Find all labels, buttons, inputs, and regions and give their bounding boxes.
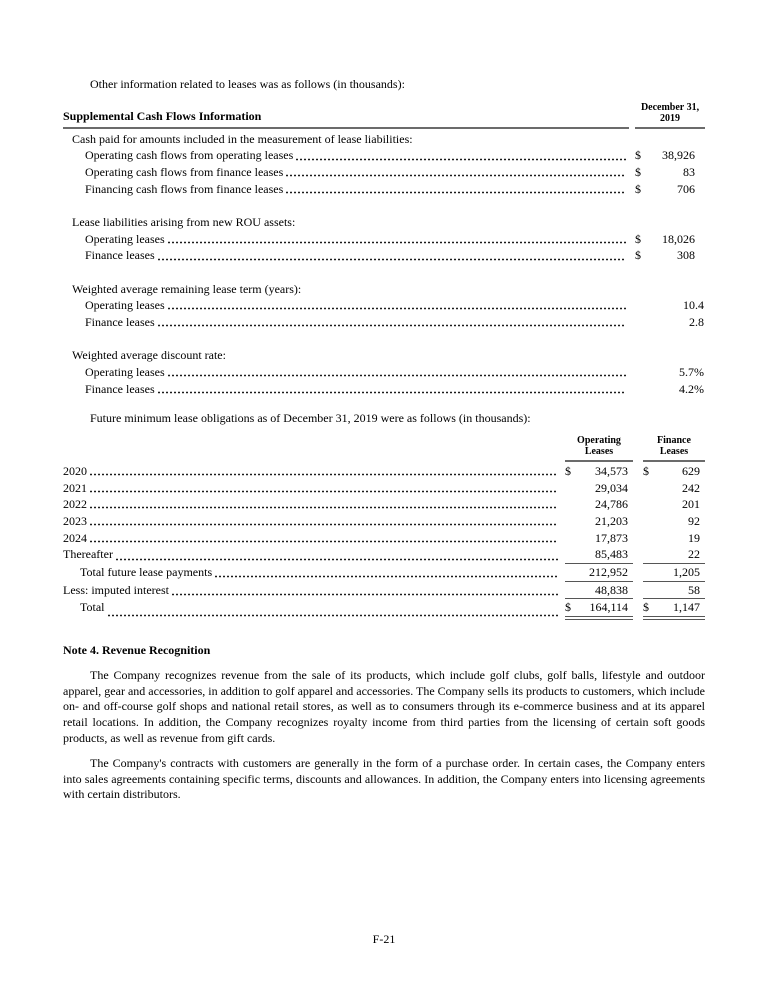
currency-symbol: $ — [643, 463, 649, 478]
finance-value: $ 1,147 — [643, 599, 705, 620]
row-value: 4.2% — [679, 381, 704, 396]
dot-leader — [89, 530, 558, 547]
table-row — [63, 496, 705, 513]
row-value: $ 308 — [635, 248, 695, 263]
row-value: 5.7% — [679, 364, 704, 379]
table-row — [63, 231, 705, 248]
table-row-imputed-interest — [63, 582, 705, 600]
dot-leader — [295, 147, 626, 164]
dot-leader — [89, 513, 558, 530]
section-lease-liabilities-rou — [63, 214, 705, 264]
row-label: 2020 — [63, 463, 87, 478]
dot-leader — [107, 599, 559, 620]
row-label: Less: imputed interest — [63, 582, 169, 597]
finance-value: 19 — [688, 530, 700, 545]
row-label: 2023 — [63, 513, 87, 528]
dot-leader — [89, 480, 558, 497]
row-label: 2022 — [63, 497, 87, 512]
currency-symbol: $ — [565, 600, 571, 615]
table-row — [63, 381, 705, 398]
section-cash-paid — [63, 131, 705, 198]
finance-value: 1,205 — [643, 564, 705, 582]
currency-symbol: $ — [635, 148, 641, 163]
section-heading: Weighted average remaining lease term (years): — [72, 281, 302, 296]
operating-value: 85,483 — [565, 546, 633, 564]
table-row — [63, 147, 705, 164]
currency-symbol: $ — [635, 231, 641, 246]
operating-value: $ 34,573 — [565, 463, 628, 478]
currency-symbol: $ — [635, 165, 641, 179]
section-heading: Lease liabilities arising from new ROU assets: — [72, 214, 296, 229]
row-label: Thereafter — [63, 547, 113, 562]
table-row — [63, 513, 705, 530]
table-row-total — [63, 599, 705, 620]
row-value: 10.4 — [683, 298, 704, 313]
finance-value: 242 — [682, 480, 700, 495]
table-row-total-future-payments — [63, 564, 705, 582]
section-weighted-average-term — [63, 281, 705, 331]
dot-leader — [167, 364, 626, 381]
dot-leader — [214, 564, 558, 582]
finance-value: $ 629 — [643, 463, 700, 478]
dot-leader — [157, 381, 626, 398]
operating-value: 48,838 — [565, 582, 633, 600]
lease-obligations-table — [63, 435, 705, 620]
row-label: Finance leases — [85, 248, 155, 263]
table-row — [63, 247, 705, 264]
row-label: Finance leases — [85, 314, 155, 329]
table-row — [63, 181, 705, 198]
finance-value: 201 — [682, 497, 700, 512]
finance-value: 92 — [688, 513, 700, 528]
dot-leader — [115, 546, 558, 564]
dot-leader — [285, 181, 626, 198]
row-label: 2021 — [63, 480, 87, 495]
note4-paragraph-1: The Company recognizes revenue from the sale of its products, which include golf clubs, golf balls, lifestyle and outdoor apparel, gear and accessories, in addition to golf apparel and accessories. The Company sells its products to customers, which include on- and off-course golf shops and national retail stores, as well as to consumers through its e-commerce business and at its apparel retail locations. In addition, the Company recognizes royalty income from third parties from the licensing of certain soft goods products, as well as revenue from gift cards. — [63, 668, 705, 745]
section-weighted-average-discount-rate — [63, 347, 705, 397]
column-header-operating-leases: Operating Leases — [565, 435, 633, 462]
currency-symbol: $ — [635, 181, 641, 196]
operating-value: 24,786 — [595, 497, 628, 512]
row-value: 2.8 — [689, 314, 704, 329]
row-label: Finance leases — [85, 381, 155, 396]
table-row — [63, 463, 705, 480]
lease-obligations-intro: Future minimum lease obligations as of December 31, 2019 were as follows (in thousands): — [90, 411, 531, 426]
operating-value: $ 164,114 — [565, 599, 633, 620]
dot-leader — [285, 164, 626, 181]
currency-symbol: $ — [565, 463, 571, 478]
row-label: Operating leases — [85, 364, 165, 379]
table-title: Supplemental Cash Flows Information — [63, 109, 629, 129]
table-row-thereafter — [63, 546, 705, 564]
row-value: $ 706 — [635, 181, 695, 196]
table-body — [63, 462, 705, 620]
dot-leader — [89, 496, 558, 513]
table-row — [63, 480, 705, 497]
currency-symbol: $ — [643, 600, 649, 615]
row-value: $ 18,026 — [635, 231, 695, 246]
dot-leader — [167, 231, 626, 248]
operating-value: 212,952 — [565, 564, 633, 582]
table-row — [63, 314, 705, 331]
operating-value: 21,203 — [595, 513, 628, 528]
note4-paragraph-2: The Company's contracts with customers are generally in the form of a purchase order. In certain cases, the Company enters into sales agreements containing specific terms, discounts and allowances. In addition, the Company enters into licensing agreements with certain distributors. — [63, 756, 705, 802]
table-row — [63, 530, 705, 547]
dot-leader — [171, 582, 558, 600]
dot-leader — [89, 463, 558, 480]
section-heading: Weighted average discount rate: — [72, 348, 226, 363]
section-heading: Cash paid for amounts included in the measurement of lease liabilities: — [72, 131, 413, 146]
table-row — [63, 297, 705, 314]
table-header-row — [63, 435, 705, 462]
supplemental-cash-flows-table — [63, 102, 705, 398]
dot-leader — [157, 247, 626, 264]
row-value: $ 83 — [635, 165, 695, 179]
page-number: F-21 — [372, 932, 396, 946]
row-label: Operating cash flows from operating leases — [85, 148, 294, 163]
row-label: Total future lease payments — [80, 565, 213, 580]
row-label: Operating cash flows from finance leases — [85, 165, 284, 179]
operating-value: 17,873 — [595, 530, 628, 545]
column-header-december-31-2019: December 31, 2019 — [635, 102, 705, 129]
table-body — [63, 129, 705, 398]
operating-value: 29,034 — [595, 480, 628, 495]
row-label: Financing cash flows from finance leases — [85, 181, 284, 196]
currency-symbol: $ — [635, 248, 641, 263]
column-header-finance-leases: Finance Leases — [643, 435, 705, 462]
note4-heading: Note 4. Revenue Recognition — [63, 643, 211, 658]
dot-leader — [167, 297, 626, 314]
finance-value: 22 — [643, 546, 705, 564]
table-row — [63, 364, 705, 381]
row-label: Operating leases — [85, 231, 165, 246]
row-label: 2024 — [63, 530, 87, 545]
row-value: $ 38,926 — [635, 148, 695, 163]
row-label: Operating leases — [85, 298, 165, 313]
intro-paragraph: Other information related to leases was as follows (in thousands): — [90, 77, 405, 91]
row-label: Total — [80, 600, 105, 615]
table-header-row — [63, 102, 705, 129]
table-row — [63, 164, 705, 181]
dot-leader — [157, 314, 626, 331]
finance-value: 58 — [643, 582, 705, 600]
